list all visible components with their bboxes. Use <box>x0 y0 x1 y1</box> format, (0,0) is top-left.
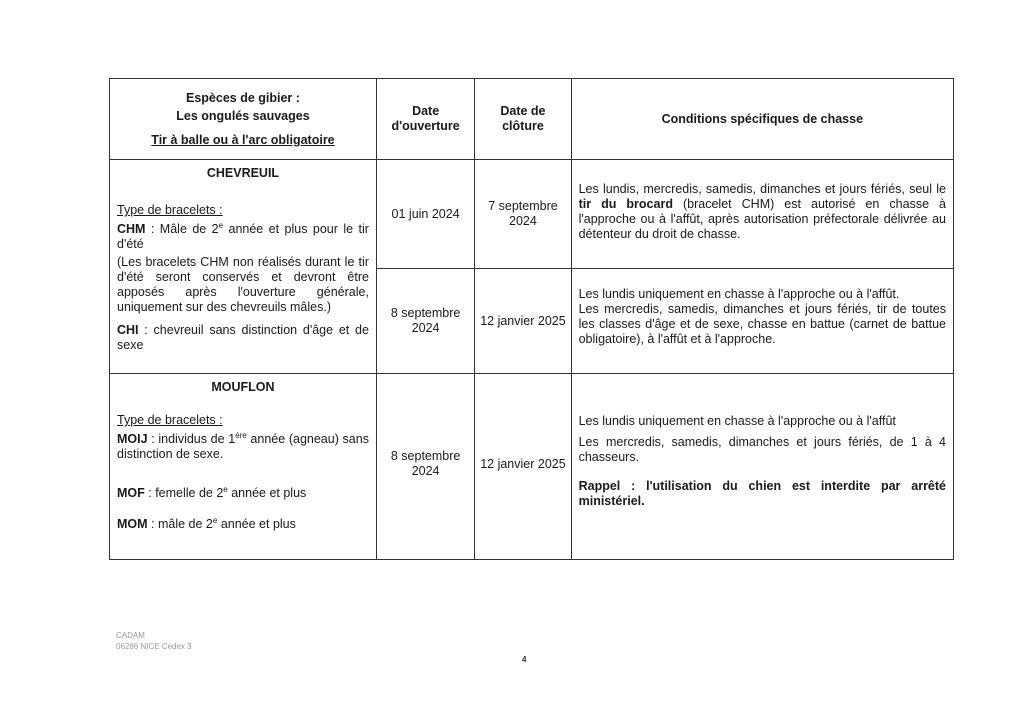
mouflon-conditions <box>571 374 953 560</box>
mouflon-close <box>475 374 571 560</box>
chevreuil-species-cell <box>110 160 377 374</box>
header-species <box>110 79 377 160</box>
bracelet-mom: MOM : mâle de 2e année et plus <box>117 515 296 531</box>
footer-address <box>116 630 192 652</box>
mouflon-species-cell <box>110 374 377 560</box>
conditions-text-2: Les mercredis, samedis, dimanches et jours fériés, tir de toutes les classes d'âge et de sexe, chasse en battue (carnet de battue obligatoire), à l'affût et à l'approche. <box>578 302 946 346</box>
footer-line2: 06286 NICE Cedex 3 <box>116 642 192 651</box>
chevreuil-open-2 <box>376 269 474 374</box>
bracelet-moij: MOIJ : individus de 1ère année (agneau) sans distinction de sexe. <box>117 430 369 461</box>
chevreuil-conditions-2 <box>571 269 953 374</box>
chevreuil-close-2 <box>475 269 571 374</box>
conditions-text-2: Les mercredis, samedis, dimanches et jours fériés, de 1 à 4 chasseurs. <box>578 435 946 464</box>
conditions-text-1: Les lundis uniquement en chasse à l'approche ou à l'affût <box>578 414 896 428</box>
hunting-periods-table <box>109 78 954 560</box>
table-header-row <box>110 79 954 160</box>
header-species-line2: Les ongulés sauvages <box>176 109 310 123</box>
header-closing-date <box>475 79 571 160</box>
mouflon-open <box>376 374 474 560</box>
bracelet-mof: MOF : femelle de 2e année et plus <box>117 484 307 500</box>
closing-date-value: 12 janvier 2025 <box>480 313 566 328</box>
header-conditions: Conditions spécifiques de chasse <box>571 79 953 160</box>
opening-date-value: 8 septembre 2024 <box>390 449 461 478</box>
bracelet-chm-note: (Les bracelets CHM non réalisés durant le tir d'été seront conservés et devront être apposés après l'ouverture générale, uniquement sur des chevreuils mâles.) <box>117 255 369 314</box>
bracelet-chm: CHM : Mâle de 2e année et plus pour le tir d'été <box>117 220 369 251</box>
header-species-line3: Tir à balle ou à l'arc obligatoire <box>151 133 335 147</box>
conditions-text: Les lundis, mercredis, samedis, dimanches et jours fériés, seul le tir du brocard (bracelet CHM) est autorisé en chasse à l'approche ou à l'affût, après autorisation préfectorale délivrée au détenteur du droit de chasse. <box>578 182 946 241</box>
opening-date-value: 01 juin 2024 <box>391 206 460 221</box>
table-row-chevreuil <box>110 160 954 269</box>
chevreuil-conditions-1 <box>571 160 953 269</box>
header-opening-line1: Date <box>412 104 440 118</box>
header-opening-line2: d'ouverture <box>391 119 460 133</box>
chevreuil-open-1 <box>376 160 474 269</box>
header-species-line1: Espèces de gibier : <box>186 91 300 105</box>
mouflon-bracelets-label: Type de bracelets : <box>117 413 223 427</box>
header-closing-line2: clôture <box>502 119 544 133</box>
header-closing-line1: Date de <box>500 104 546 118</box>
rappel-text: Rappel : l'utilisation du chien est interdite par arrêté ministériel. <box>578 479 946 508</box>
closing-date-value: 12 janvier 2025 <box>480 456 566 471</box>
header-opening-date <box>376 79 474 160</box>
bracelet-chi: CHI : chevreuil sans distinction d'âge et de sexe <box>117 323 369 352</box>
page-number: 4 <box>522 655 527 664</box>
chevreuil-bracelets-label: Type de bracelets : <box>117 203 223 217</box>
opening-date-value: 8 septembre 2024 <box>390 306 461 335</box>
footer-line1: CADAM <box>116 631 145 640</box>
closing-date-value: 7 septembre 2024 <box>488 199 558 228</box>
conditions-text-1: Les lundis uniquement en chasse à l'approche ou à l'affût. <box>578 287 900 301</box>
table-row-mouflon <box>110 374 954 560</box>
species-title-chevreuil: CHEVREUIL <box>206 166 280 180</box>
chevreuil-close-1 <box>475 160 571 269</box>
species-title-mouflon: MOUFLON <box>211 380 275 394</box>
